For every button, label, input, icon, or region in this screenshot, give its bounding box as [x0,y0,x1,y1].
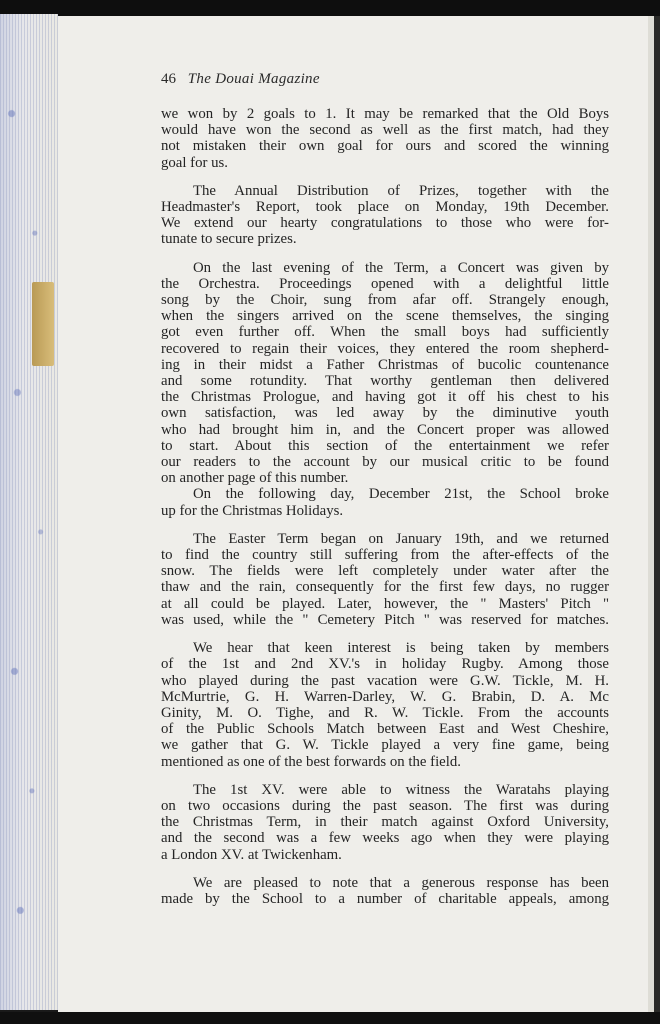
text-line: The Annual Distribution of Prizes, together with the [193,182,609,199]
text-line: snow. The fields were left completely under water after the [161,563,609,580]
text-line: We extend our hearty congratulations to those who were for- [161,215,609,232]
scan-bottom-border [0,1012,660,1024]
paragraph [161,260,609,487]
bookmark-tab [32,282,54,366]
text-line: our readers to the account by our musical critic to be found [161,454,609,471]
text-line: mentioned as one of the best forwards on the field. [161,753,461,770]
text-line: and the second was a few weeks ago when they were playing [161,830,609,847]
text-line: the Christmas Term, in their match against Oxford University, [161,814,609,831]
text-line: McMurtrie, G. H. Warren-Darley, W. G. Brabin, D. A. Mc [161,688,609,705]
text-line: the Orchestra. Proceedings opened with a delightful little [161,275,609,292]
text-line: On the last evening of the Term, a Concert was given by [193,259,609,276]
text-line: We hear that keen interest is being taken by members [193,640,609,657]
text-line: The 1st XV. were able to witness the Waratahs playing [193,781,609,798]
text-line: to start. About this section of the entertainment we refer [161,437,609,454]
running-title: The Douai Magazine [187,71,320,87]
paragraph [161,782,609,863]
text-line: made by the School to a number of charitable appeals, among [161,890,609,907]
text-line: song by the Choir, sung from afar off. Strangely enough, [161,292,609,309]
text-line: to find the country still suffering from the after-effects of the [161,547,609,564]
text-line: of the 1st and 2nd XV.'s in holiday Rugby. Among those [161,656,609,673]
paragraph [161,183,609,248]
text-line: on two occasions during the past season. The first was during [161,797,609,814]
text-line: thaw and the rain, consequently for the first few days, no rugger [161,579,609,596]
text-line: Ginity, M. O. Tighe, and R. W. Tickle. From the accounts [161,704,609,721]
text-line: would have won the second as well as the first match, had they [161,122,609,139]
text-line: at all could be played. Later, however, the " Masters' Pitch " [161,595,609,612]
text-line: ing in their midst a Father Christmas of bucolic countenance [161,356,609,373]
text-line: own satisfaction, was led away by the diminutive youth [161,405,609,422]
text-line: the Christmas Prologue, and having got it off his chest to his [161,389,609,406]
text-line: we won by 2 goals to 1. It may be remarked that the Old Boys [161,106,609,122]
text-line: of the Public Schools Match between East and West Cheshire, [161,721,609,738]
text-line: not mistaken their own goal for ours and scored the winning [161,138,609,155]
text-line: recovered to regain their voices, they entered the room shepherd- [161,340,609,357]
text-line: We are pleased to note that a generous response has been [193,874,609,891]
body-text [161,106,609,907]
text-line: who played during the past vacation were G.W. Tickle, M. H. [161,672,609,689]
paragraph [161,875,609,907]
text-line: On the following day, December 21st, the School broke [193,486,609,503]
text-line: got even further off. When the small boys had sufficiently [161,324,609,341]
paragraph [161,531,609,628]
paragraph [161,640,609,770]
paragraph [161,486,609,518]
book-right-edge [648,16,660,1012]
text-line: Headmaster's Report, took place on Monday, 19th December. [161,199,609,216]
text-line: up for the Christmas Holidays. [161,502,344,519]
text-line: tunate to secure prizes. [161,231,297,248]
book-page-edges [0,14,58,1010]
text-line: and some rotundity. That worthy gentleman then delivered [161,373,609,390]
text-line: on another page of this number. [161,470,349,487]
text-line: we gather that G. W. Tickle played a very fine game, being [161,737,609,754]
page-number: 46 [161,71,176,87]
text-line: The Easter Term began on January 19th, and we returned [193,530,609,547]
text-line: goal for us. [161,154,228,171]
paragraph [161,106,609,171]
text-line: was used, while the " Cemetery Pitch " was reserved for matches. [161,611,609,628]
text-line: when the singers arrived on the scene themselves, the singing [161,308,609,325]
text-line: a London XV. at Twickenham. [161,846,342,863]
running-header [161,71,320,88]
text-line: who had brought him in, and the Concert proper was allowed [161,421,609,438]
page-edge-stains [0,14,58,1010]
